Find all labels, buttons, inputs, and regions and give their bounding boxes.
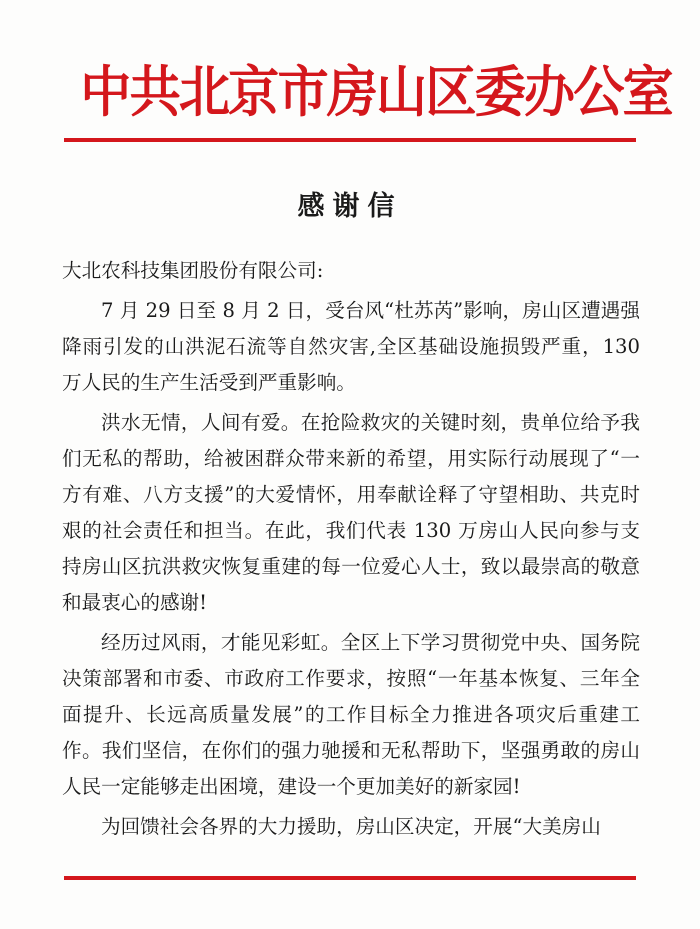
paragraph-reconstruction: 经历过风雨，才能见彩虹。全区上下学习贯彻党中央、国务院决策部署和市委、市政府工作要求，按照“一年基本恢复、三年全面提升、长远高质量发展”的工作目标全力推进各项灾后重建工作。我们坚信，在你们的强力驰援和无私帮助下，坚强勇敢的房山人民一定能够走出困境，建设一个更加美好的新家园! (62, 631, 640, 798)
paragraph-disaster: 7 月 29 日至 8 月 2 日，受台风“杜苏芮”影响，房山区遭遇强降雨引发的山洪泥石流等自然灾害,全区基础设施损毁严重，130 万人民的生产生活受到严重影响。 (62, 299, 640, 394)
letterhead-bottom-rule (64, 876, 636, 880)
letter-title: 感谢信 (297, 191, 403, 222)
salutation: 大北农科技集团股份有限公司: (62, 259, 324, 282)
office-letterhead-title: 中共北京市房山区委办公室 (80, 59, 672, 124)
letterhead-top-rule (64, 138, 636, 142)
letter-body (62, 253, 640, 845)
paragraph-gratitude: 洪水无情，人间有爱。在抢险救灾的关键时刻，贵单位给予我们无私的帮助，给被困群众带来新的希望，用实际行动展现了“一方有难、八方支援”的大爱情怀，用奉献诠释了守望相助、共克时艰的社会责任和担当。在此，我们代表 130 万房山人民向参与支持房山区抗洪救灾恢复重建的每一位爱心人士，致以最崇高的敬意和最衷心的感谢! (62, 411, 640, 614)
paragraph-feedback: 为回馈社会各界的大力援助，房山区决定，开展“大美房山 (101, 815, 601, 838)
